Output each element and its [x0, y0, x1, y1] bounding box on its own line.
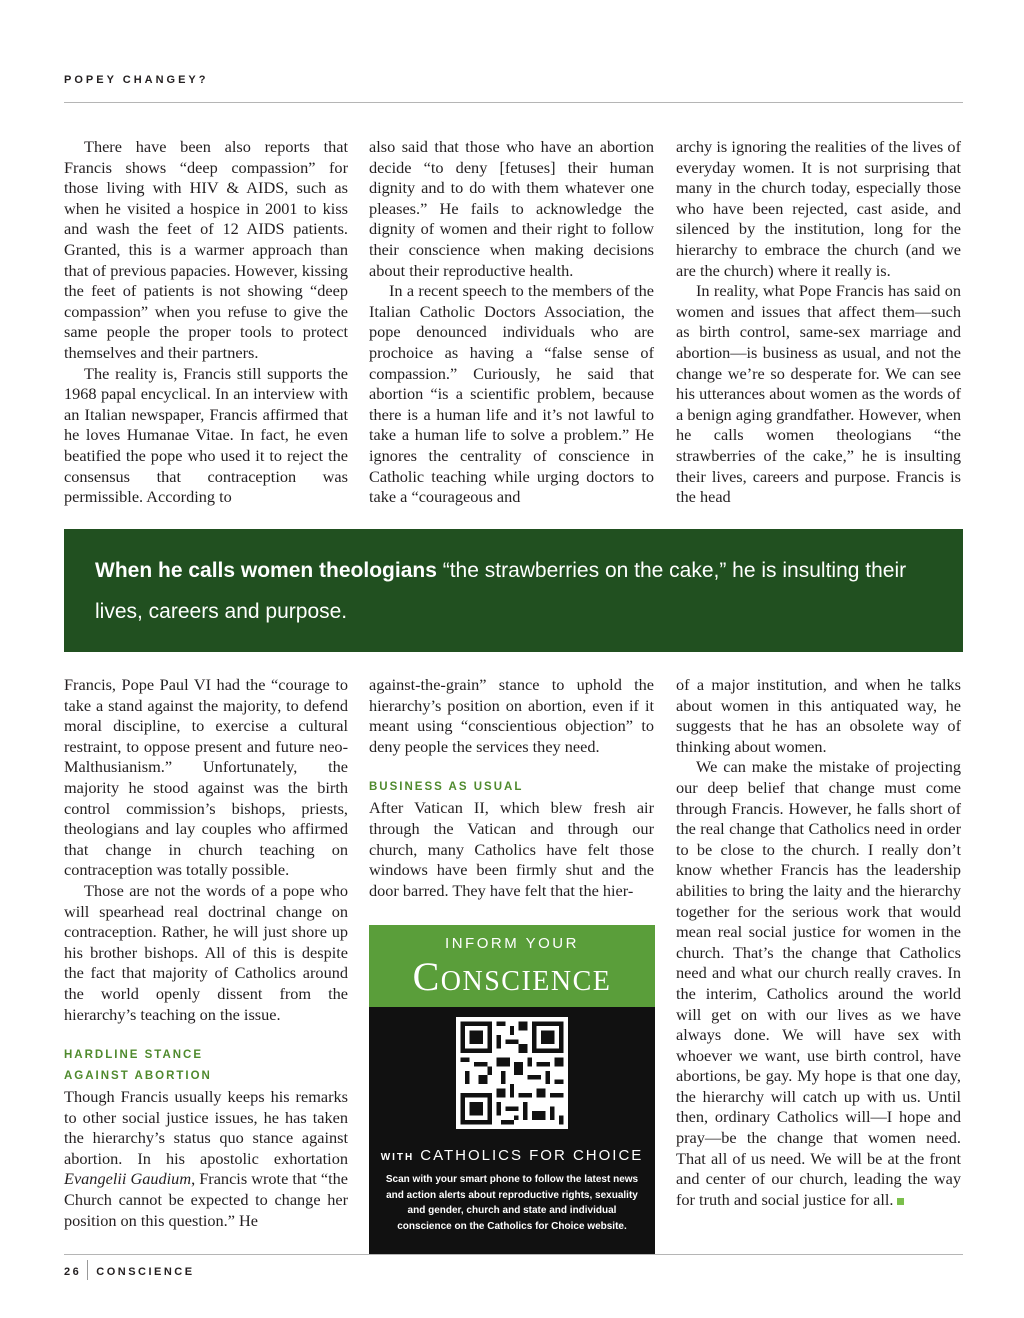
running-header: POPEY CHANGEY?	[64, 74, 209, 86]
paragraph: archy is ignoring the realities of the lives of everyday women. It is not surprising that many in the church today, especially those who have been rejected, cast aside, and silenced by the institution, long for the hierarchy to embrace the church (and we are the church) where it really is.	[676, 137, 961, 280]
footer-divider	[87, 1260, 88, 1280]
paragraph: In reality, what Pope Francis has said on women and issues that affect them—such as birth control, same-sex marriage and abortion—is business as usual, and not the change we’re so desperate for. We can see his utterances about women as the words of a benign aging grandfather. However, when he calls women theologians “the strawberries of the cake,” he is insulting their lives, careers and purpose. Francis is the head	[676, 281, 961, 507]
footer-rule	[64, 1254, 963, 1255]
page-footer	[64, 1262, 195, 1282]
ad-banner	[369, 925, 655, 1007]
paragraph: After Vatican II, which blew fresh air through the Vatican and through our church, many Catholics have felt those windows have been firmly shut and the door barred. They have felt that the hier-	[369, 798, 654, 900]
top-column-2	[369, 137, 654, 508]
paragraph	[64, 1087, 348, 1231]
section-heading: HARDLINE STANCE	[64, 1049, 204, 1062]
ad-conscience-text: Conscience	[412, 954, 612, 999]
paragraph	[676, 757, 961, 1210]
text-run: Though Francis usually keeps his remarks to other social justice issues, he has taken the hierarchy’s status quo stance against abortion. In his apostolic exhortation	[64, 1087, 348, 1168]
paragraph: The reality is, Francis still supports the 1968 papal encyclical. In an interview with an Italian newspaper, Francis affirmed that he loves Humanae Vitae. In fact, he even beatified the pope who used it to reject the consensus that contraception was permissible. According to	[64, 363, 348, 507]
qr-code-icon[interactable]	[456, 1017, 568, 1129]
ad-with-text: WITH	[380, 1152, 415, 1163]
italic-title: Evangelii Gaudium	[64, 1169, 192, 1189]
top-column-3	[676, 137, 961, 508]
paragraph: of a major institution, and when he talks about women in this antiquated way, he suggests that he has an obsolete way of thinking about women.	[676, 675, 961, 756]
end-mark-icon	[897, 1198, 904, 1205]
text-run: We can make the mistake of projecting our deep belief that change must come through Francis. However, he falls short of the real change that Catholics need in order to be close to the church. I really don’t know whether Francis has the leadership abilities to bring the laity and the hierarchy together for the serious work that would mean real social justice for women in the church. That’s the change that Catholics need and what our church really craves. In the interim, Catholics around the world will get on with our lives as we have always done. We will have sex with whoever we want, use birth control, have abortions, be gay. My hope is that one day, the hierarchy will catch up with us. Until then, ordinary Catholics will—I hope and pray—be the change that women need. That all of us need. We will be at the front and center of our church, leading the way for truth and social justice for all.	[676, 757, 961, 1209]
header-rule	[64, 102, 963, 103]
section-heading: AGAINST ABORTION	[64, 1070, 212, 1083]
text-run: , Francis wrote that “the Church cannot be expected to change her position on this question.” He	[64, 1169, 348, 1230]
paragraph: Those are not the words of a pope who will spearhead real doctrinal change on contraception. Rather, he will just shore up his brother bishops. All of this is despite the fact that majority of Catholics around the world openly dissent from the hierarchy’s teaching on the issue.	[64, 880, 348, 1024]
bottom-column-1	[64, 675, 348, 1231]
paragraph: against-the-grain” stance to uphold the hierarchy’s position on abortion, even if it meant using “conscientious objection” to deny people the services they need.	[369, 675, 654, 756]
pull-quote	[64, 529, 963, 652]
bottom-column-3	[676, 675, 961, 1210]
pull-quote-bold: When he calls women theologians	[95, 559, 437, 582]
ad-brand-name: CATHOLICS FOR CHOICE	[420, 1147, 644, 1164]
advertisement[interactable]	[369, 925, 655, 1255]
paragraph: Francis, Pope Paul VI had the “courage to take a stand against the majority, to defend moral discipline, to exercise a cultural restraint, to oppose present and future neo-Malthusianism.” Unfortunately, the majority he stood against was the birth control commission’s bishops, priests, theologians and lay couples who affirmed that change in church teaching on contraception was totally possible.	[64, 675, 348, 880]
ad-description: Scan with your smart phone to follow the latest news and action alerts about reproductive rights, sexuality and gender, church and state and individual conscience on the Catholics for Choice website.	[385, 1174, 639, 1232]
bottom-column-2	[369, 675, 654, 901]
section-heading: BUSINESS AS USUAL	[369, 781, 524, 794]
page-number: 26	[64, 1265, 82, 1278]
pull-quote-text	[95, 550, 935, 632]
ad-brand-line	[369, 1147, 655, 1165]
magazine-name: CONSCIENCE	[96, 1265, 195, 1278]
paragraph: There have been also reports that Francis shows “deep compassion” for those living with HIV & AIDS, such as when he visited a hospice in 2001 to kiss and wash the feet of 12 AIDS patients. Granted, this is a warmer approach than that of previous papacies. However, kissing the feet of patients is not showing “deep compassion” when you refuse to give the same people the proper tools to protect themselves and their partners.	[64, 137, 348, 362]
paragraph: In a recent speech to the members of the Italian Catholic Doctors Association, the pope denounced individuals who are prochoice as having a “false sense of compassion.” Curiously, he said that abortion “is a scientific problem, because there is a human life and it’s not lawful to take a human life to solve a problem.” He ignores the centrality of conscience in Catholic teaching while urging doctors to take a “courageous and	[369, 281, 654, 507]
paragraph: also said that those who have an abortion decide “to deny [fetuses] their human dignity and to do with them whatever one pleases.” He fails to acknowledge the dignity of women and their right to follow their conscience when making decisions about their reproductive health.	[369, 137, 654, 280]
ad-inform-text: INFORM YOUR	[445, 935, 579, 952]
top-column-1	[64, 137, 348, 508]
pull-quote-rest: “the strawberries on the cake,” he is insulting their lives, careers and purpose.	[95, 559, 907, 623]
